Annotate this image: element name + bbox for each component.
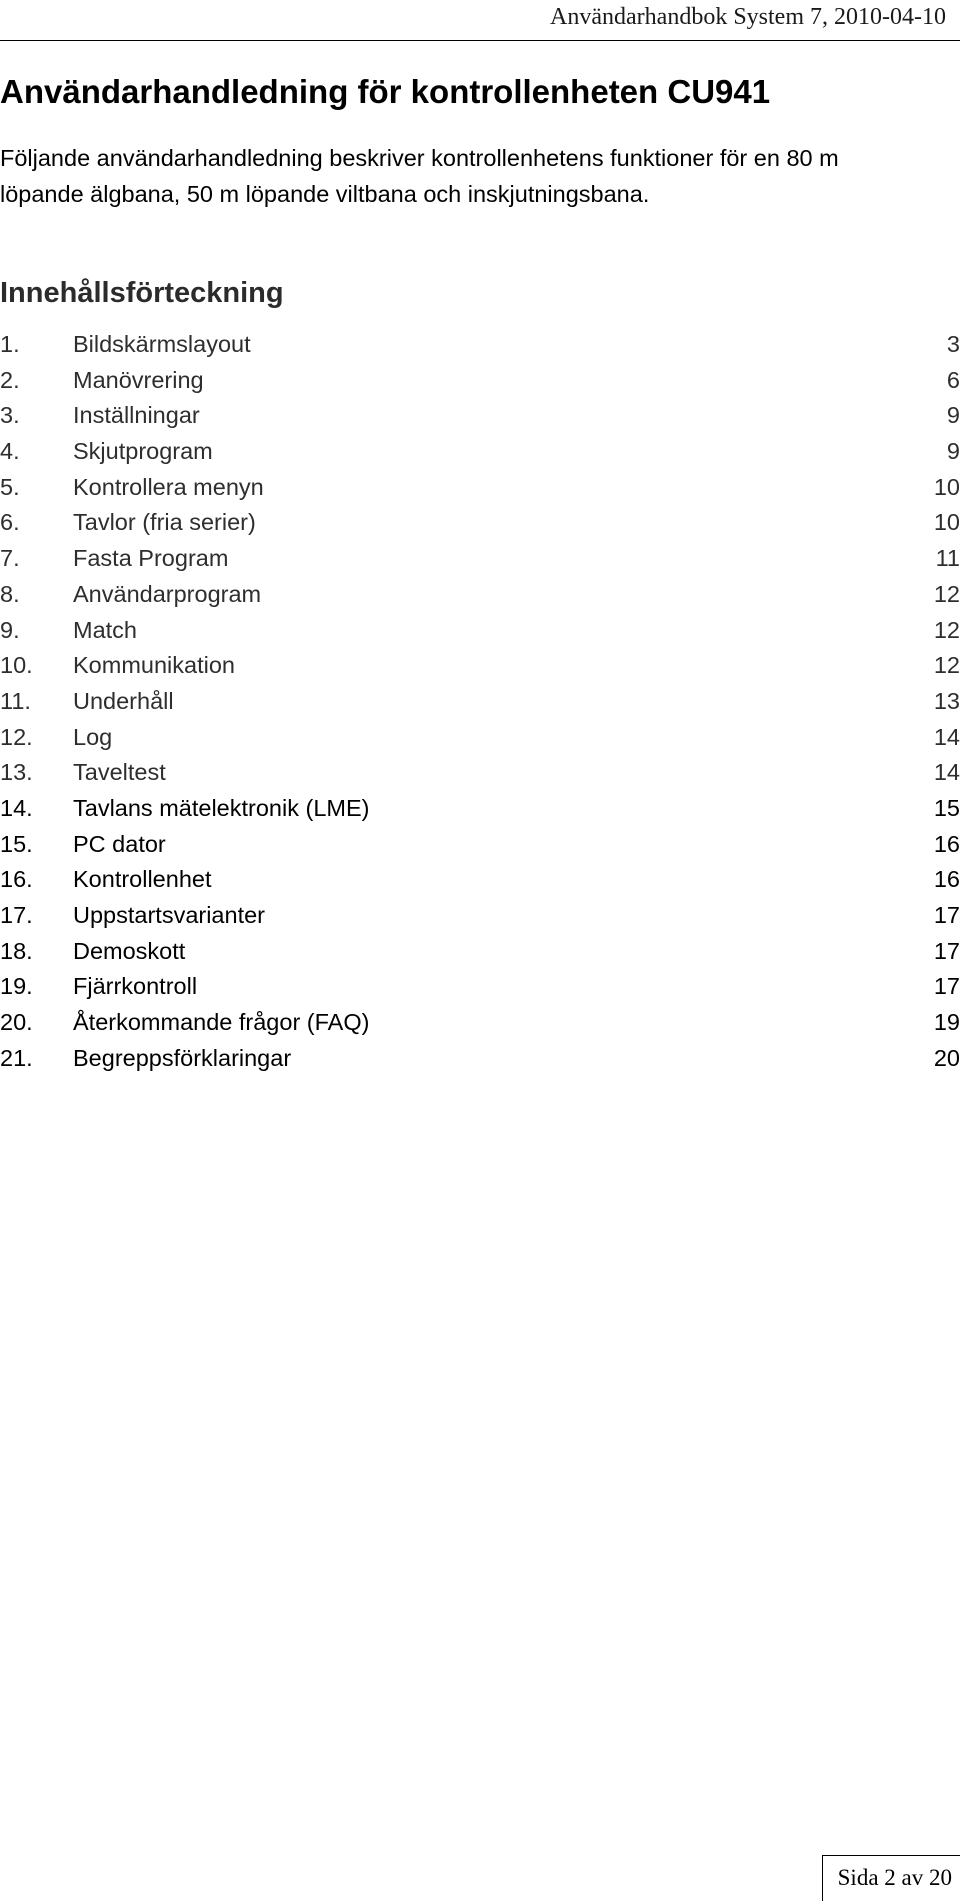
- toc-item[interactable]: [0, 754, 960, 790]
- toc-item-number: 20.: [0, 1009, 33, 1036]
- toc-item[interactable]: [0, 1004, 960, 1040]
- toc-item-page: 15: [933, 794, 960, 821]
- toc-item-number: 8.: [0, 580, 20, 607]
- toc-item-number: 19.: [0, 973, 33, 1000]
- toc-item-number: 13.: [0, 759, 33, 786]
- toc-item-number: 4.: [0, 438, 20, 465]
- toc-item-page: 16: [933, 830, 960, 857]
- toc-item-page: 13: [933, 687, 960, 714]
- toc-item-label: Användarprogram: [73, 580, 262, 607]
- toc-item-label: Begreppsförklaringar: [73, 1044, 292, 1071]
- toc-item-page: 3: [946, 331, 960, 357]
- toc-item-number: 16.: [0, 866, 33, 893]
- toc-item[interactable]: [0, 719, 960, 755]
- document-title: Användarhandledning för kontrollenheten CU941: [0, 73, 771, 110]
- toc-item-label: Skjutprogram: [73, 438, 213, 465]
- toc-item-label: Inställningar: [73, 402, 200, 429]
- toc-item-page: 10: [933, 473, 960, 500]
- toc-item-page: 10: [933, 509, 960, 536]
- header-rule: [0, 40, 960, 41]
- toc-item[interactable]: [0, 433, 960, 469]
- toc-item[interactable]: [0, 504, 960, 540]
- toc-item-page: 11: [935, 545, 960, 572]
- toc-item-label: Bildskärmslayout: [73, 331, 251, 357]
- toc-item-number: 21.: [0, 1044, 33, 1071]
- toc-item-label: PC dator: [73, 830, 166, 857]
- toc-item-page: 16: [933, 866, 960, 893]
- intro-paragraph: Följande användarhandledning beskriver kontrollenhetens funktioner för en 80 m löpande älgbana, 50 m löpande viltbana och inskjutningsbana.: [0, 145, 839, 207]
- toc-item[interactable]: [0, 612, 960, 648]
- toc-item[interactable]: [0, 647, 960, 683]
- toc-item-number: 5.: [0, 473, 20, 500]
- toc-item-page: 12: [933, 652, 960, 679]
- toc-item-label: Manövrering: [73, 366, 204, 393]
- toc-item-label: Fjärrkontroll: [73, 973, 198, 1000]
- toc-item-label: Tavlor (fria serier): [73, 509, 256, 536]
- toc-item-page: 17: [933, 902, 960, 928]
- toc-item-label: Återkommande frågor (FAQ): [73, 1009, 370, 1036]
- toc-item-number: 14.: [0, 794, 33, 821]
- running-header: Användarhandbok System 7, 2010-04-10: [550, 4, 946, 30]
- toc-item-number: 18.: [0, 937, 33, 964]
- toc-item-label: Kontrollera menyn: [73, 473, 264, 500]
- toc-item-number: 10.: [0, 652, 33, 679]
- toc-item[interactable]: [0, 469, 960, 505]
- toc-item-page: 12: [933, 580, 960, 607]
- toc-item-page: 17: [933, 973, 960, 1000]
- toc-item-page: 20: [933, 1044, 960, 1071]
- toc-item-page: 14: [933, 759, 960, 786]
- toc-item-label: Demoskott: [73, 937, 186, 964]
- toc-item[interactable]: [0, 861, 960, 897]
- toc-item-page: 9: [946, 402, 960, 429]
- toc-item-number: 11.: [0, 687, 31, 714]
- toc-item-page: 19: [933, 1009, 960, 1036]
- toc-item-label: Tavlans mätelektronik (LME): [73, 794, 370, 821]
- toc-item-label: Taveltest: [73, 759, 166, 786]
- toc-item[interactable]: [0, 683, 960, 719]
- toc-item-number: 9.: [0, 616, 20, 643]
- toc-item-number: 3.: [0, 402, 20, 429]
- toc-item-label: Kommunikation: [73, 652, 235, 679]
- toc-heading: Innehållsförteckning: [0, 277, 284, 309]
- toc-item-label: Underhåll: [73, 687, 174, 714]
- toc-item[interactable]: [0, 326, 960, 362]
- toc-item-label: Match: [73, 616, 137, 643]
- toc-item-number: 6.: [0, 509, 20, 536]
- toc-item-number: 1.: [0, 331, 20, 357]
- toc-item-page: 9: [946, 438, 960, 465]
- toc-item-number: 15.: [0, 830, 33, 857]
- toc-item[interactable]: [0, 968, 960, 1004]
- toc-item[interactable]: [0, 540, 960, 576]
- toc-item[interactable]: [0, 826, 960, 862]
- toc-item[interactable]: [0, 933, 960, 969]
- toc-item[interactable]: [0, 790, 960, 826]
- page-footer: Sida 2 av 20: [837, 1865, 952, 1890]
- toc-list: [0, 326, 960, 1075]
- toc-item[interactable]: [0, 362, 960, 398]
- toc-item[interactable]: [0, 897, 960, 933]
- toc-item-label: Kontrollenhet: [73, 866, 212, 893]
- toc-item-label: Log: [73, 723, 113, 750]
- toc-item-number: 17.: [0, 902, 33, 928]
- toc-item-page: 12: [933, 616, 960, 643]
- toc-item-page: 17: [933, 937, 960, 964]
- toc-item-number: 7.: [0, 545, 20, 572]
- toc-item-number: 12.: [0, 723, 33, 750]
- toc-item-page: 6: [946, 366, 960, 393]
- toc-item-page: 14: [933, 723, 960, 750]
- toc-item-number: 2.: [0, 366, 20, 393]
- toc-item[interactable]: [0, 576, 960, 612]
- toc-item-label: Uppstartsvarianter: [73, 902, 265, 928]
- toc-item-label: Fasta Program: [73, 545, 229, 572]
- toc-item[interactable]: [0, 1040, 960, 1076]
- toc-item[interactable]: [0, 397, 960, 433]
